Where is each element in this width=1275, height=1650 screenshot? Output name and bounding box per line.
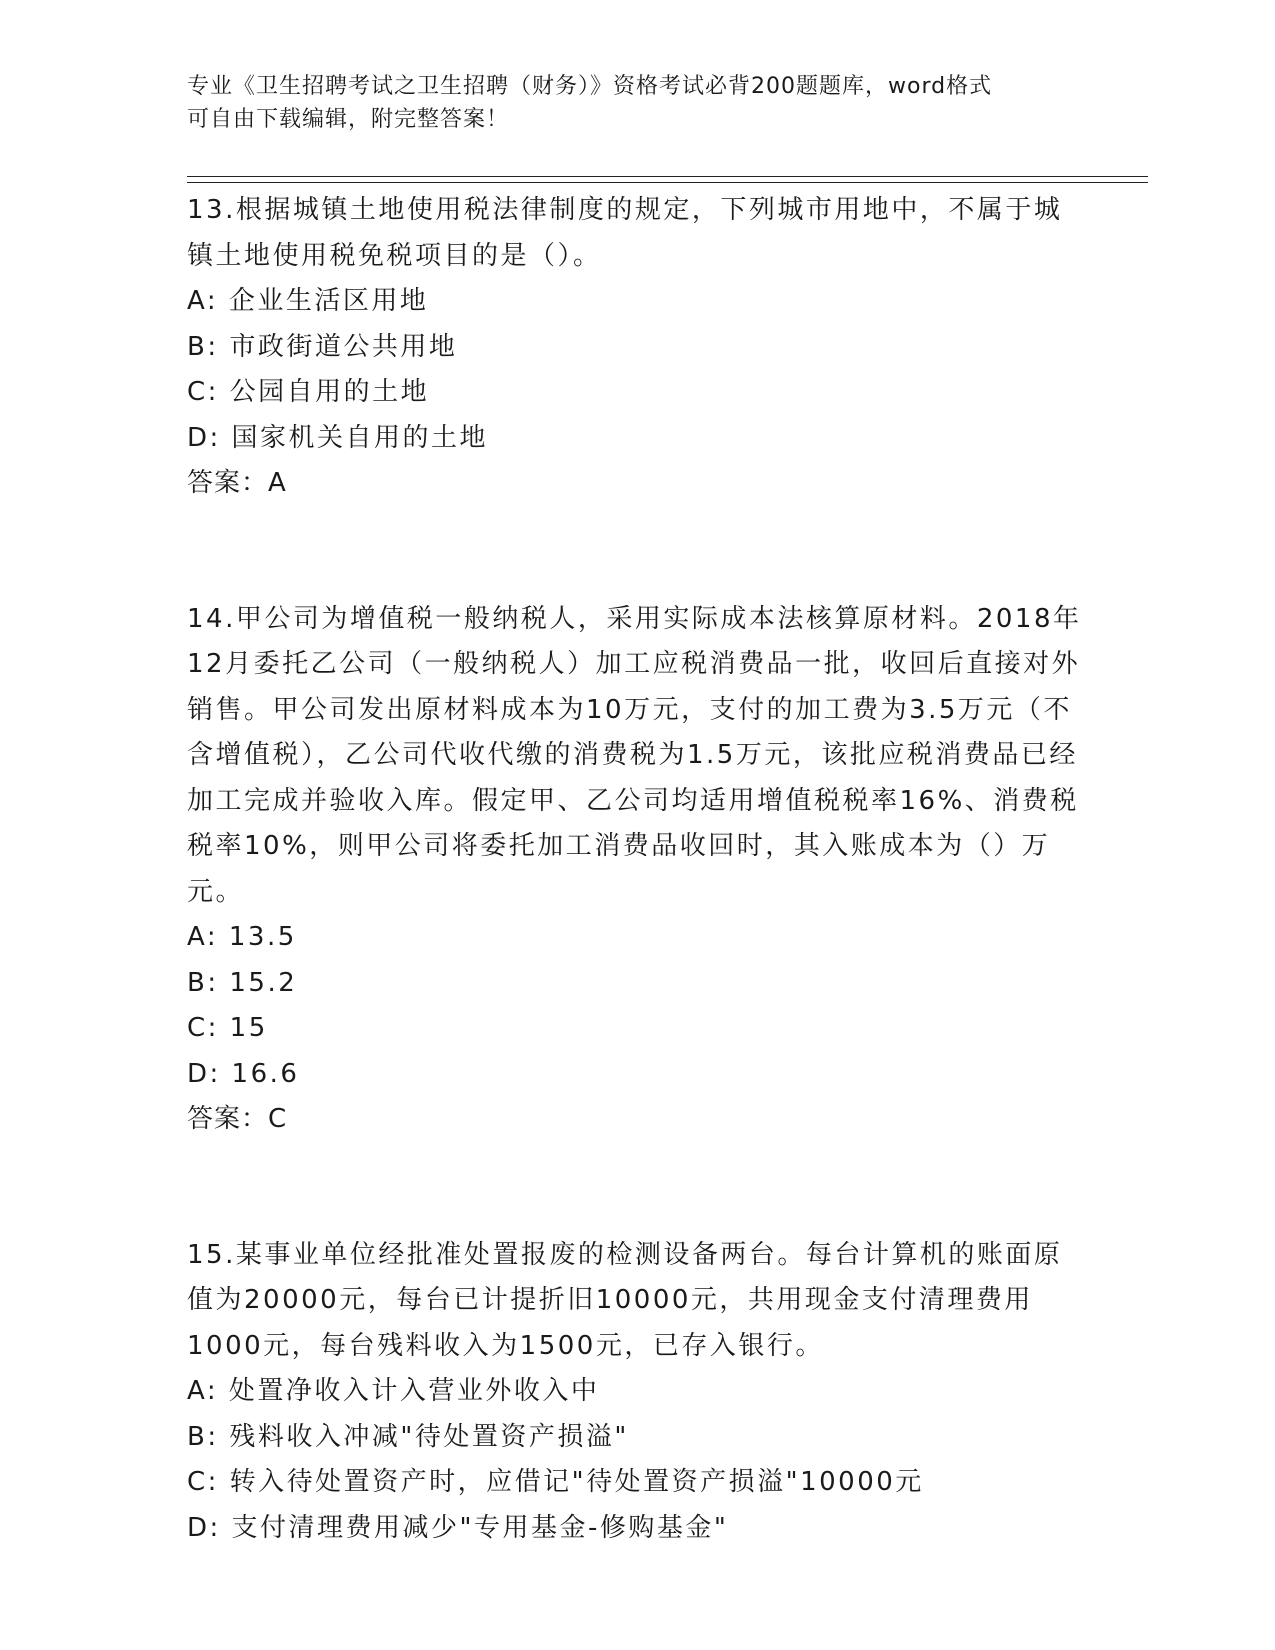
header-divider-bottom [187, 182, 1148, 183]
option-b: B: 15.2 [187, 967, 298, 998]
option-a: A: 处置净收入计入营业外收入中 [187, 1376, 600, 1406]
question-14 [187, 597, 1087, 1143]
document-header [187, 70, 1067, 136]
question-text: 14.甲公司为增值税一般纳税人，采用实际成本法核算原材料。2018年12月委托乙公司（一般纳税人）加工应税消费品一批，收回后直接对外销售。甲公司发出原材料成本为10万元，支付的加工费为3.5万元（不含增值税），乙公司代收代缴的消费税为1.5万元，该批应税消费品已经加工完成并验收入库。假定甲、乙公司均适用增值税税率16%、消费税税率10%，则甲公司将委托加工消费品收回时，其入账成本为（）万元。 [187, 603, 1082, 907]
answer-line: 答案：C [187, 1104, 288, 1134]
header-title-line-1: 专业《卫生招聘考试之卫生招聘（财务）》资格考试必背200题题库，word格式 [187, 74, 993, 99]
option-d: D: 支付清理费用减少"专用基金-修购基金" [187, 1512, 729, 1543]
question-text: 15.某事业单位经批准处置报废的检测设备两台。每台计算机的账面原值为20000元，每台已计提折旧10000元，共用现金支付清理费用1000元，每台残料收入为1500元，已存入银行。 [187, 1239, 1063, 1361]
option-d: D: 16.6 [187, 1058, 300, 1089]
header-divider-top [187, 176, 1148, 177]
question-spacer [187, 507, 1087, 597]
question-spacer [187, 1143, 1087, 1233]
question-15 [187, 1233, 1087, 1552]
option-d: D: 国家机关自用的土地 [187, 422, 489, 453]
answer-line: 答案：A [187, 468, 287, 498]
question-text: 13.根据城镇土地使用税法律制度的规定，下列城市用地中，不属于城镇土地使用税免税项目的是（）。 [187, 195, 1063, 271]
option-b: B: 市政街道公共用地 [187, 331, 458, 362]
header-title-line-2: 可自由下载编辑，附完整答案！ [187, 107, 510, 132]
option-c: C: 公园自用的土地 [187, 377, 430, 407]
option-c: C: 转入待处置资产时，应借记"待处置资产损溢"10000元 [187, 1467, 924, 1497]
question-13 [187, 188, 1087, 507]
option-a: A: 企业生活区用地 [187, 286, 429, 316]
question-list [187, 188, 1087, 1551]
option-b: B: 残料收入冲减"待处置资产损溢" [187, 1421, 629, 1452]
option-a: A: 13.5 [187, 922, 297, 952]
option-c: C: 15 [187, 1013, 268, 1043]
